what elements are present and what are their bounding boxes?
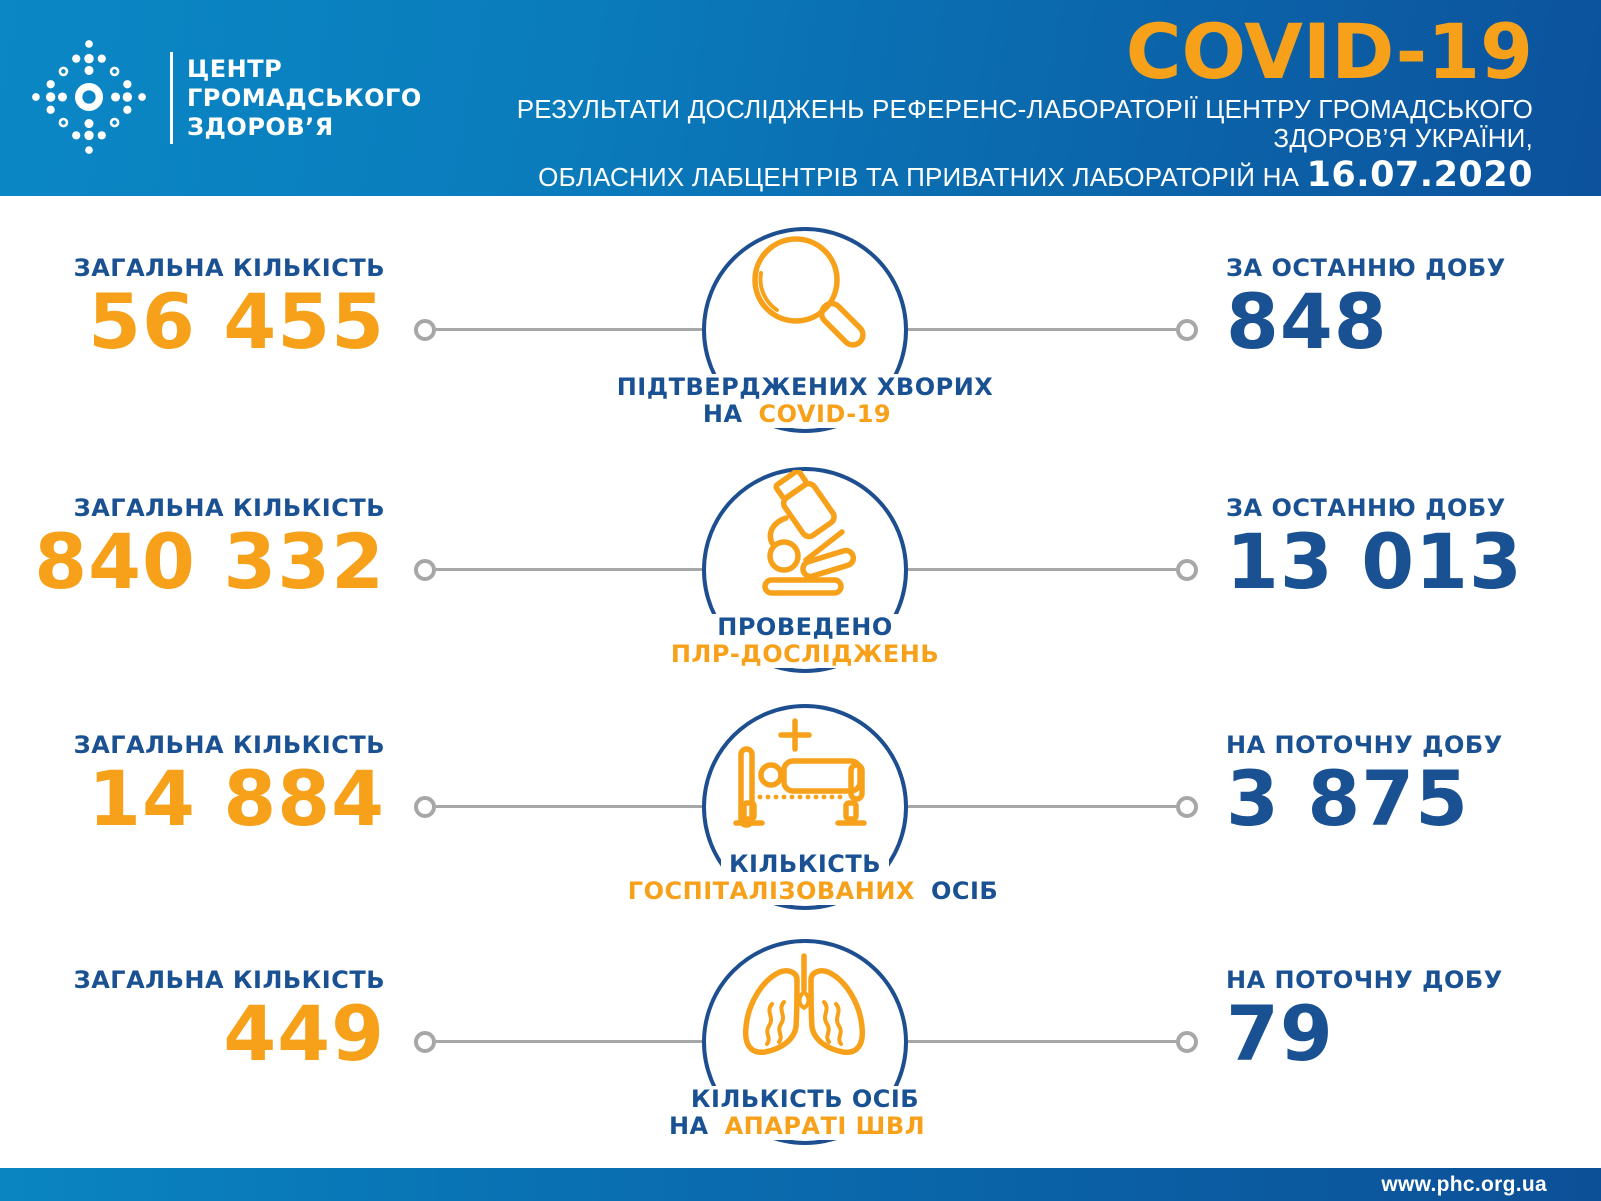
center-label-line2: НАCOVID-19	[687, 401, 923, 428]
daily-label: ЗА ОСТАННЮ ДОБУ	[1226, 254, 1506, 282]
logo-text-line3: ЗДОРОВ’Я	[187, 113, 334, 141]
logo-text-line2: ГРОМАДСЬКОГО	[187, 84, 422, 112]
total-label: ЗАГАЛЬНА КІЛЬКІСТЬ	[73, 731, 385, 759]
footer-bar	[0, 1168, 1601, 1201]
connector-dot-left	[414, 319, 436, 341]
daily-label: НА ПОТОЧНУ ДОБУ	[1226, 731, 1503, 759]
daily-label: ЗА ОСТАННЮ ДОБУ	[1226, 494, 1506, 522]
center-label-line2: НААПАРАТІ ШВЛ	[653, 1113, 957, 1140]
daily-value: 848	[1226, 277, 1388, 366]
center-label-line1: КІЛЬКІСТЬ ОСІБ	[683, 1086, 927, 1113]
center-label-line1: ПІДТВЕРДЖЕНИХ ХВОРИХ	[609, 374, 1002, 401]
daily-block	[1226, 966, 1601, 1078]
microscope-icon	[720, 470, 885, 605]
daily-block	[1226, 254, 1601, 366]
center-label-line1: КІЛЬКІСТЬ	[721, 851, 889, 878]
connector-line-right	[905, 568, 1176, 571]
report-date: 16.07.2020	[1306, 155, 1533, 195]
connector-dot-left	[414, 1031, 436, 1053]
center-label-line1: ПРОВЕДЕНО	[709, 614, 901, 641]
magnifier-icon	[720, 230, 885, 365]
daily-block	[1226, 494, 1601, 606]
connector-line-left	[436, 568, 702, 571]
center-labels	[555, 374, 1055, 428]
footer-url[interactable]: www.phc.org.ua	[1381, 1173, 1547, 1196]
center-label-line2: ГОСПІТАЛІЗОВАНИХОСІБ	[596, 878, 1014, 905]
center-labels	[555, 851, 1055, 905]
total-block	[0, 731, 385, 843]
connector-line-left	[436, 1040, 702, 1043]
connector-dot-right	[1176, 559, 1198, 581]
center-label-line2: ПЛР-ДОСЛІДЖЕНЬ	[639, 641, 971, 668]
logo-text-line1: ЦЕНТР	[187, 55, 283, 83]
total-block	[0, 254, 385, 366]
hospital-bed-icon	[720, 707, 885, 842]
total-block	[0, 494, 385, 606]
center-labels	[555, 614, 1055, 668]
connector-line-right	[905, 328, 1176, 331]
lungs-icon	[720, 942, 885, 1077]
center-labels	[555, 1086, 1055, 1140]
connector-line-left	[436, 805, 702, 808]
connector-line-left	[436, 328, 702, 331]
connector-dot-right	[1176, 796, 1198, 818]
header-subtitle-line1: РЕЗУЛЬТАТИ ДОСЛІДЖЕНЬ РЕФЕРЕНС-ЛАБОРАТОРІЇ ЦЕНТРУ ГРОМАДСЬКОГО ЗДОРОВ’Я УКРАЇНИ,	[516, 94, 1533, 153]
total-value: 449	[223, 989, 385, 1078]
total-block	[0, 966, 385, 1078]
logo-text	[187, 55, 422, 142]
covid-title: COVID-19	[1125, 7, 1533, 96]
header-subtitle	[433, 94, 1533, 195]
header-subtitle-line2	[433, 155, 1533, 195]
daily-value: 13 013	[1226, 517, 1523, 606]
phc-logo-icon	[30, 38, 148, 156]
daily-label: НА ПОТОЧНУ ДОБУ	[1226, 966, 1503, 994]
total-label: ЗАГАЛЬНА КІЛЬКІСТЬ	[73, 966, 385, 994]
total-value: 56 455	[88, 277, 385, 366]
connector-line-right	[905, 1040, 1176, 1043]
header-subtitle-line2-text: ОБЛАСНИХ ЛАБЦЕНТРІВ ТА ПРИВАТНИХ ЛАБОРАТОРІЙ НА	[538, 162, 1307, 192]
connector-dot-right	[1176, 319, 1198, 341]
daily-value: 79	[1226, 989, 1334, 1078]
logo-separator	[170, 52, 173, 144]
connector-line-right	[905, 805, 1176, 808]
total-label: ЗАГАЛЬНА КІЛЬКІСТЬ	[73, 254, 385, 282]
total-label: ЗАГАЛЬНА КІЛЬКІСТЬ	[73, 494, 385, 522]
daily-block	[1226, 731, 1601, 843]
total-value: 14 884	[88, 754, 385, 843]
connector-dot-left	[414, 796, 436, 818]
header-banner	[0, 0, 1601, 196]
daily-value: 3 875	[1226, 754, 1469, 843]
total-value: 840 332	[34, 517, 385, 606]
connector-dot-left	[414, 559, 436, 581]
connector-dot-right	[1176, 1031, 1198, 1053]
